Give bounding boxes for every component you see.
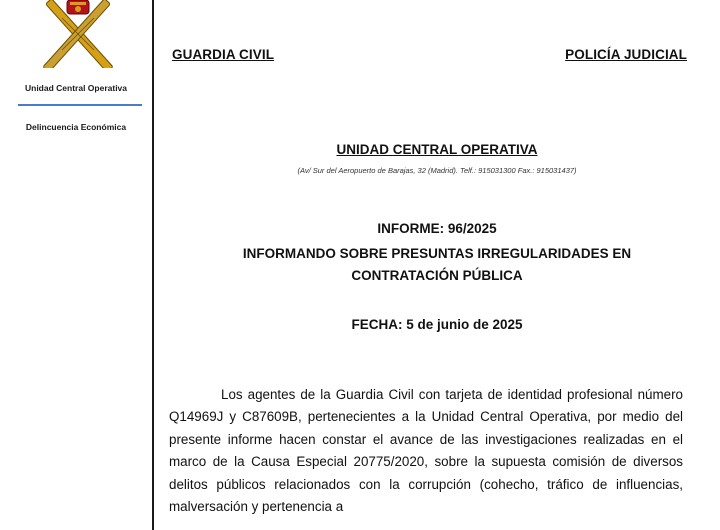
unit-address: (Av/ Sur del Aeropuerto de Barajas, 32 (Madrid). Telf.: 915031300 Fax.: 915031437): [297, 166, 577, 175]
sidebar-unit-name: Unidad Central Operativa: [24, 83, 128, 93]
guardia-civil-crest-icon: [40, 0, 116, 68]
document-page: [154, 0, 720, 530]
report-number: INFORME: 96/2025: [377, 221, 497, 236]
sidebar: [0, 0, 152, 530]
report-subject-line1: INFORMANDO SOBRE PRESUNTAS IRREGULARIDADES EN: [242, 246, 632, 261]
report-subject-line2: CONTRATACIÓN PÚBLICA: [351, 268, 523, 283]
sidebar-divider: [18, 104, 142, 106]
sidebar-department-name: Delincuencia Económica: [25, 122, 127, 132]
header-left: GUARDIA CIVIL: [172, 47, 275, 62]
body-paragraph: Los agentes de la Guardia Civil con tarjeta de identidad profesional número Q14969J y C87609B, pertenecientes a la Unidad Central Operativa, por medio del presente informe hacen constar el avance de las investigaciones realizadas en el marco de la Causa Especial 20775/2020, sobre la supuesta comisión de diversos delitos públicos relacionados con la corrupción (cohecho, tráfico de influencias, malversación y pertenencia a: [169, 387, 683, 515]
unit-title: UNIDAD CENTRAL OPERATIVA: [336, 142, 538, 157]
report-date: FECHA: 5 de junio de 2025: [351, 317, 523, 332]
header-right: POLICÍA JUDICIAL: [565, 47, 687, 62]
